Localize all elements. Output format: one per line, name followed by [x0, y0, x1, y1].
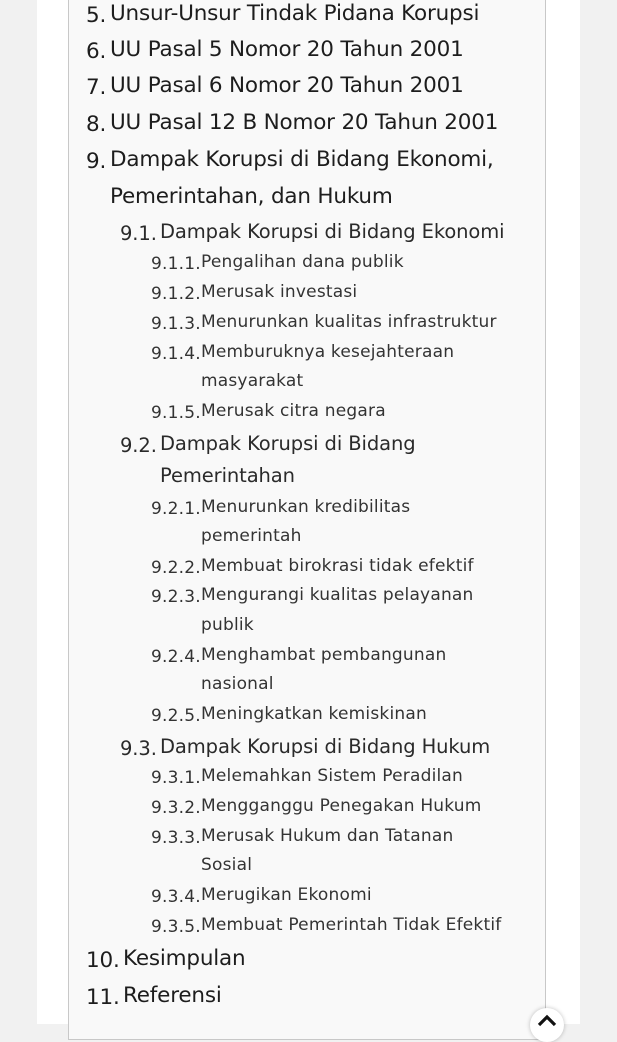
toc-item-number: 9.1.4.: [151, 344, 201, 364]
toc-item-number: 5.: [86, 3, 107, 28]
toc-item-number: 9.3.3.: [151, 828, 201, 848]
toc-item-label: Membuat Pemerintah Tidak Efektif: [201, 915, 502, 935]
toc-item-label: Kesimpulan: [123, 946, 246, 971]
toc-item-number: 9.2.: [120, 434, 157, 457]
toc-item-label-continued: nasional: [201, 674, 274, 694]
toc-item-label: Dampak Korupsi di Bidang Ekonomi: [160, 220, 505, 243]
toc-item-number: 9.3.: [120, 737, 157, 760]
toc-item-number: 9.2.2.: [151, 558, 201, 578]
toc-item-label-continued: pemerintah: [201, 526, 302, 546]
toc-item-number: 9.1.1.: [151, 254, 201, 274]
toc-item-number: 9.1.5.: [151, 403, 201, 423]
toc-item-label: Merusak Hukum dan Tatanan: [201, 826, 454, 846]
chevron-up-icon: [535, 1012, 559, 1028]
toc-item-label: Merugikan Ekonomi: [201, 885, 372, 905]
toc-item-number: 11.: [86, 985, 120, 1010]
toc-item-label: Dampak Korupsi di Bidang Ekonomi,: [110, 147, 494, 172]
toc-item-number: 9.2.4.: [151, 647, 201, 667]
toc-item-number: 8.: [86, 112, 107, 137]
toc-item-label: Membuat birokrasi tidak efektif: [201, 556, 474, 576]
toc-item-label: UU Pasal 12 B Nomor 20 Tahun 2001: [110, 110, 499, 135]
toc-item-label-continued: Pemerintahan, dan Hukum: [110, 184, 393, 209]
toc-item-number: 9.1.2.: [151, 284, 201, 304]
toc-item-label: Referensi: [123, 983, 222, 1008]
toc-item-label: Memburuknya kesejahteraan: [201, 342, 455, 362]
scroll-to-top-button[interactable]: [530, 1008, 564, 1042]
toc-item-label: Menghambat pembangunan: [201, 645, 447, 665]
toc-item-label-continued: publik: [201, 615, 254, 635]
toc-item-label: UU Pasal 6 Nomor 20 Tahun 2001: [110, 73, 464, 98]
toc-item-number: 7.: [86, 75, 107, 100]
toc-item-label: Mengganggu Penegakan Hukum: [201, 796, 482, 816]
toc-item-label: Dampak Korupsi di Bidang: [160, 432, 416, 455]
toc-item-label: Merusak investasi: [201, 282, 358, 302]
toc-item-label: Melemahkan Sistem Peradilan: [201, 766, 464, 786]
toc-item-number: 9.3.4.: [151, 887, 201, 907]
toc-item-label: Menurunkan kualitas infrastruktur: [201, 312, 497, 332]
toc-item-label-continued: Pemerintahan: [160, 464, 295, 487]
toc-item-number: 9.3.5.: [151, 917, 201, 937]
toc-item-number: 9.2.5.: [151, 706, 201, 726]
toc-item-label-continued: masyarakat: [201, 371, 304, 391]
toc-item-label: Merusak citra negara: [201, 401, 386, 421]
toc-item-number: 9.1.: [120, 222, 157, 245]
toc-item-number: 10.: [86, 948, 120, 973]
toc-item-number: 9.2.3.: [151, 587, 201, 607]
toc-item-label: UU Pasal 5 Nomor 20 Tahun 2001: [110, 37, 464, 62]
toc-item-number: 6.: [86, 39, 107, 64]
toc-item-number: 9.: [86, 149, 107, 174]
toc-item-number: 9.1.3.: [151, 314, 201, 334]
toc-item-label: Meningkatkan kemiskinan: [201, 704, 427, 724]
toc-item-label: Menurunkan kredibilitas: [201, 497, 411, 517]
toc-item-number: 9.3.2.: [151, 798, 201, 818]
toc-item-label-continued: Sosial: [201, 855, 253, 875]
toc-item-label: Pengalihan dana publik: [201, 252, 404, 272]
toc-item-number: 9.2.1.: [151, 499, 201, 519]
toc-item-number: 9.3.1.: [151, 768, 201, 788]
toc-item-label: Dampak Korupsi di Bidang Hukum: [160, 735, 491, 758]
toc-item-label: Unsur-Unsur Tindak Pidana Korupsi: [110, 1, 480, 26]
toc-item-label: Mengurangi kualitas pelayanan: [201, 585, 474, 605]
